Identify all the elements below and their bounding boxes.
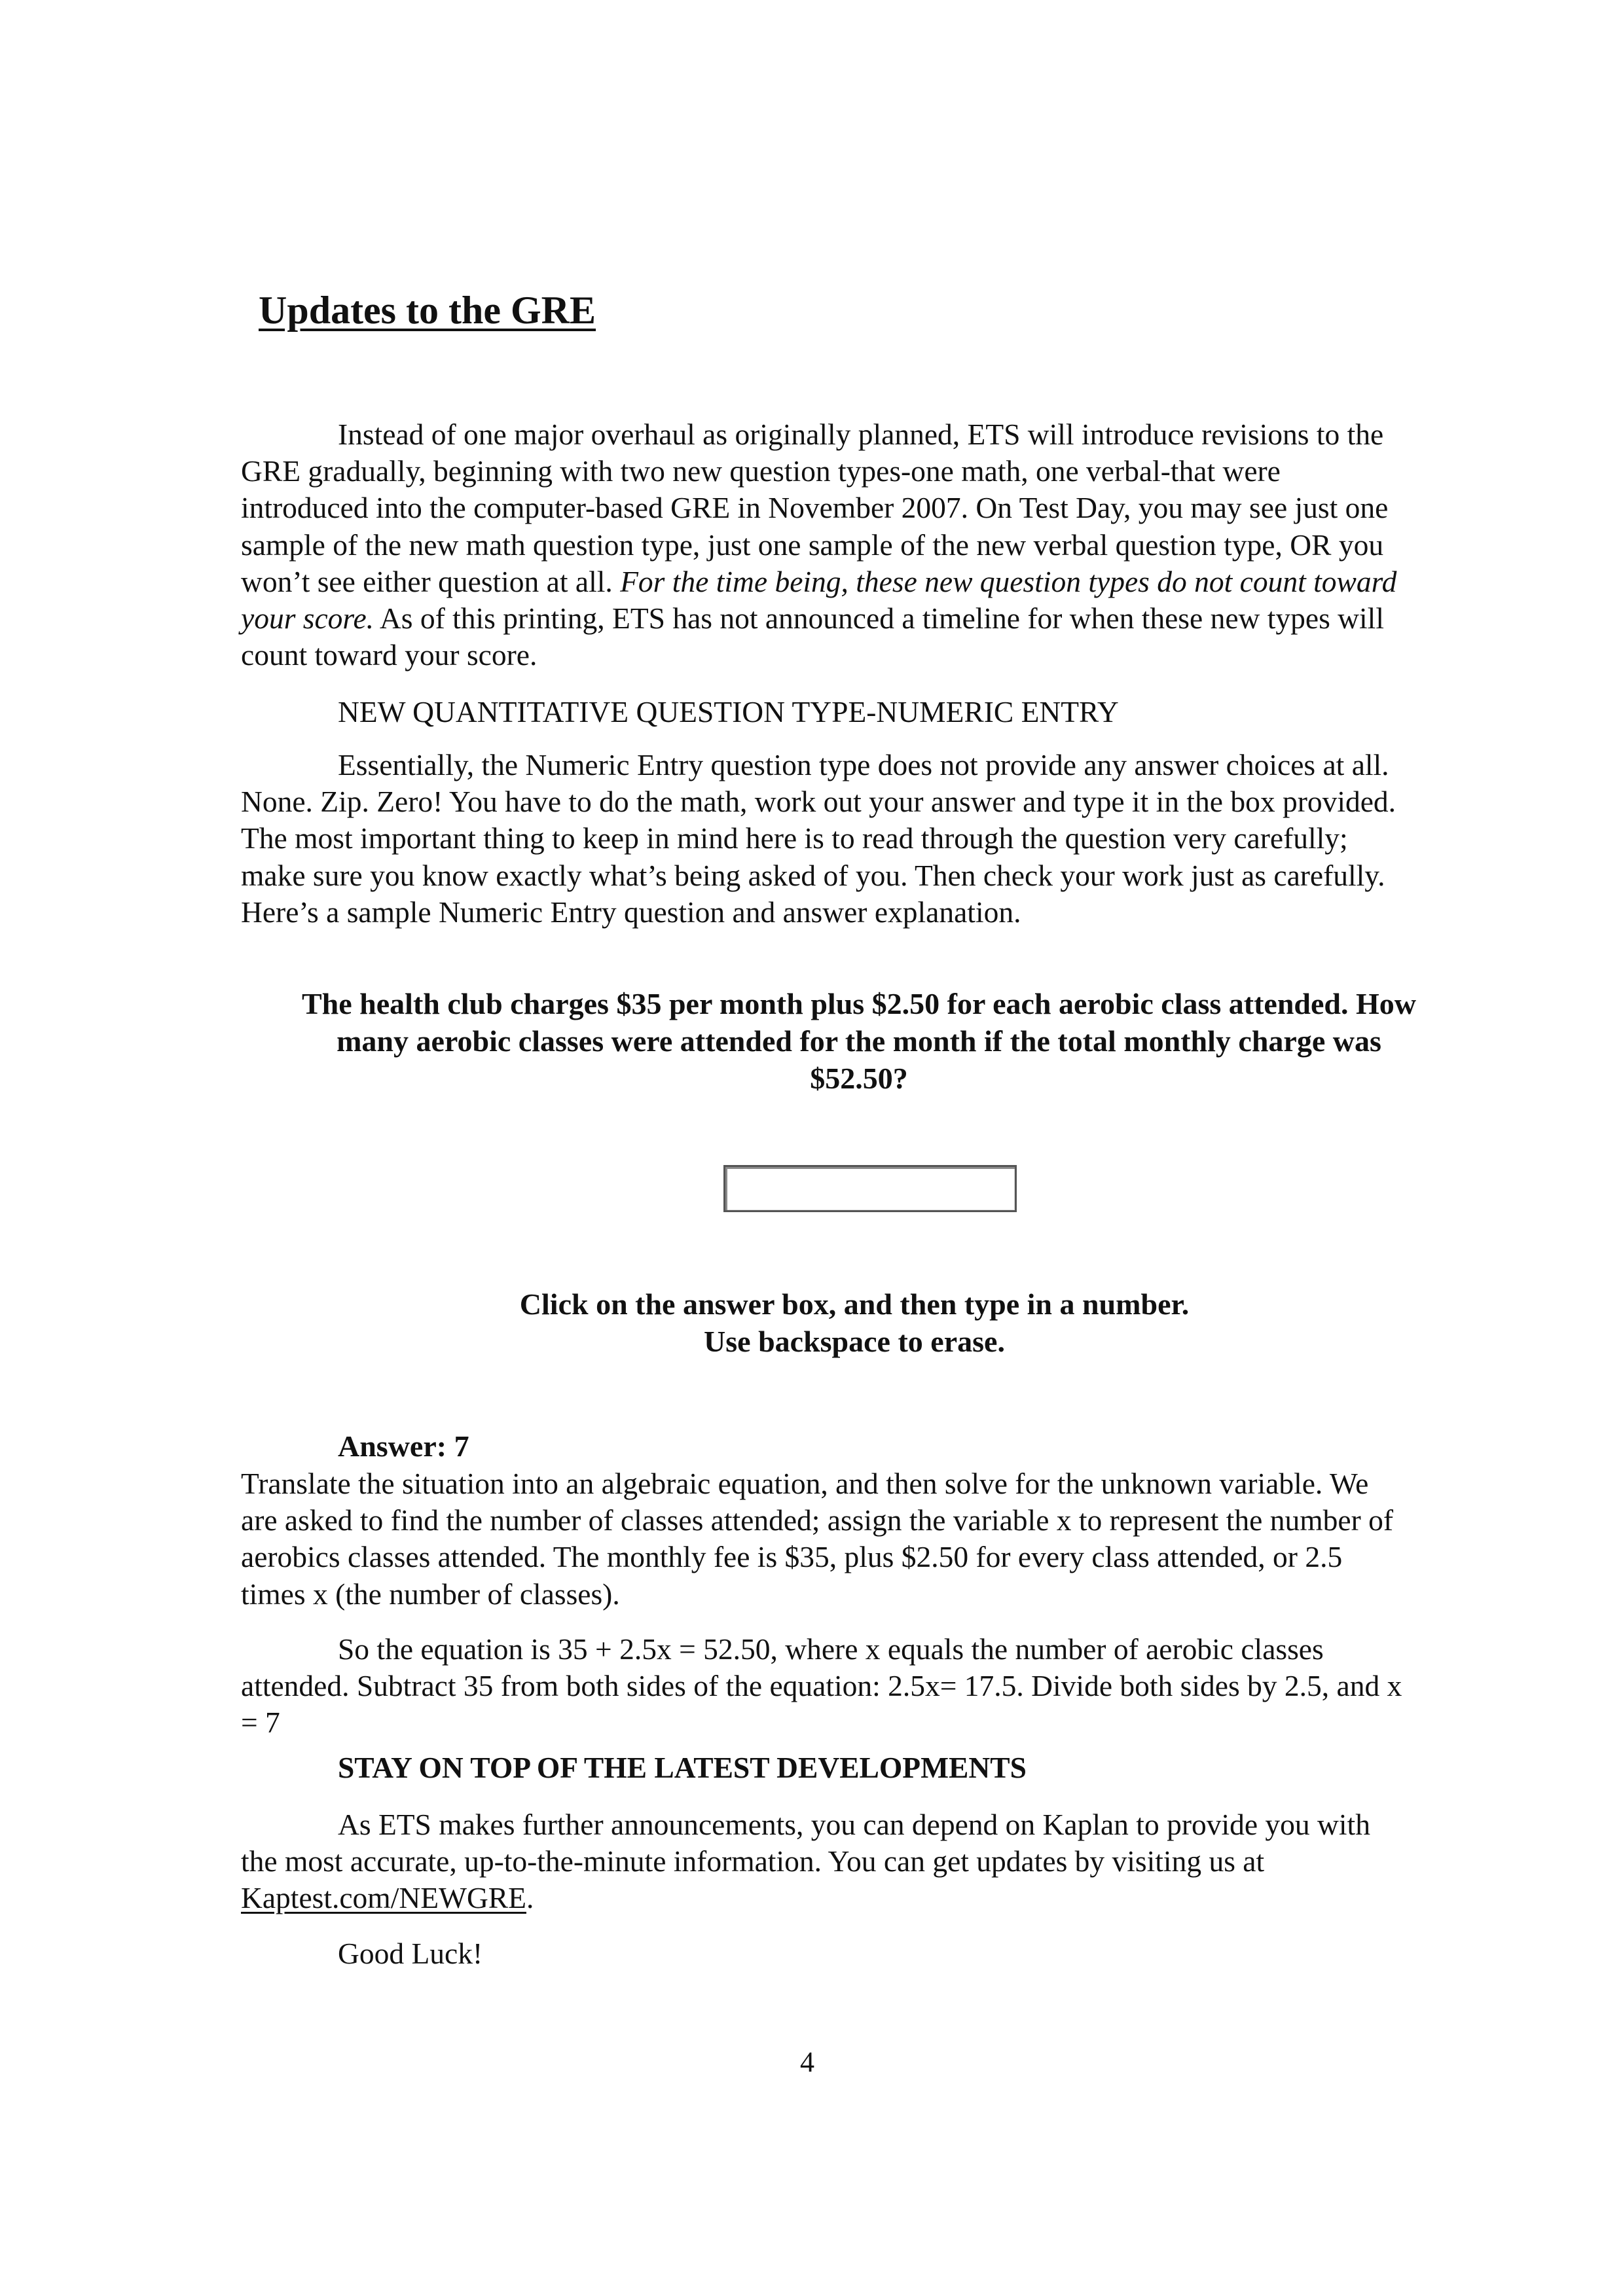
- equation-paragraph: So the equation is 35 + 2.5x = 52.50, where x equals the number of aerobic classes attended. Subtract 35 from both sides of the equation: 2.5x= 17.5. Divide both sides by 2.5, and x = 7: [241, 1632, 1402, 1740]
- intro-paragraph: [241, 416, 1406, 673]
- explanation-paragraph: Translate the situation into an algebraic equation, and then solve for the unknown variable. We are asked to find the number of classes attended; assign the variable x to represent the number of aerobics classes attended. The monthly fee is $35, plus $2.50 for every class attended, or 2.5 times x (the number of classes).: [241, 1467, 1393, 1611]
- page-number: 4: [800, 2046, 814, 2078]
- instructions-line-1: Click on the answer box, and then type in a number.: [519, 1287, 1190, 1321]
- kaptest-link[interactable]: Kaptest.com/NEWGRE: [241, 1881, 526, 1915]
- updates-text-end: .: [526, 1881, 534, 1915]
- updates-text: As ETS makes further announcements, you can depend on Kaplan to provide you with the most accurate, up-to-the-minute information. You can get updates by visiting us at: [241, 1808, 1370, 1878]
- stay-updated-heading: STAY ON TOP OF THE LATEST DEVELOPMENTS: [338, 1751, 1027, 1784]
- page-title: Updates to the GRE: [259, 289, 596, 332]
- instructions-line-2: Use backspace to erase.: [704, 1324, 1005, 1358]
- intro-text-end: As of this printing, ETS has not announced a timeline for when these new types will count toward your score.: [241, 601, 1384, 672]
- numeric-entry-heading: NEW QUANTITATIVE QUESTION TYPE-NUMERIC ENTRY: [338, 695, 1119, 728]
- closing-text: Good Luck!: [338, 1937, 483, 1970]
- intro-italic-note: For the time being, these new question types do not count toward your score.: [241, 564, 1397, 636]
- answer-instructions: [458, 1286, 1250, 1360]
- sample-question: The health club charges $35 per month plus $2.50 for each aerobic class attended. How many aerobic classes were attended for the month if the total monthly charge was $52.50?: [301, 987, 1417, 1095]
- answer-input-box[interactable]: [723, 1165, 1017, 1212]
- intro-text-start: Instead of one major overhaul as originally planned, ETS will introduce revisions to the GRE gradually, beginning with two new question types-one math, one verbal-that were introduced into the computer-based GRE in November 2007. On Test Day, you may see just one sample of the new math question type, just one sample of the new verbal question type, OR you won’t see either question at all.: [241, 418, 1389, 598]
- numeric-entry-paragraph: Essentially, the Numeric Entry question type does not provide any answer choices at all. None. Zip. Zero! You have to do the math, work out your answer and type it in the box provided. The most important thing to keep in mind here is to read through the question very carefully; make sure you know exactly what’s being asked of you. Then check your work just as carefully. Here’s a sample Numeric Entry question and answer explanation.: [241, 748, 1396, 929]
- updates-paragraph: [241, 1806, 1406, 1917]
- answer-label: Answer: 7: [338, 1429, 469, 1463]
